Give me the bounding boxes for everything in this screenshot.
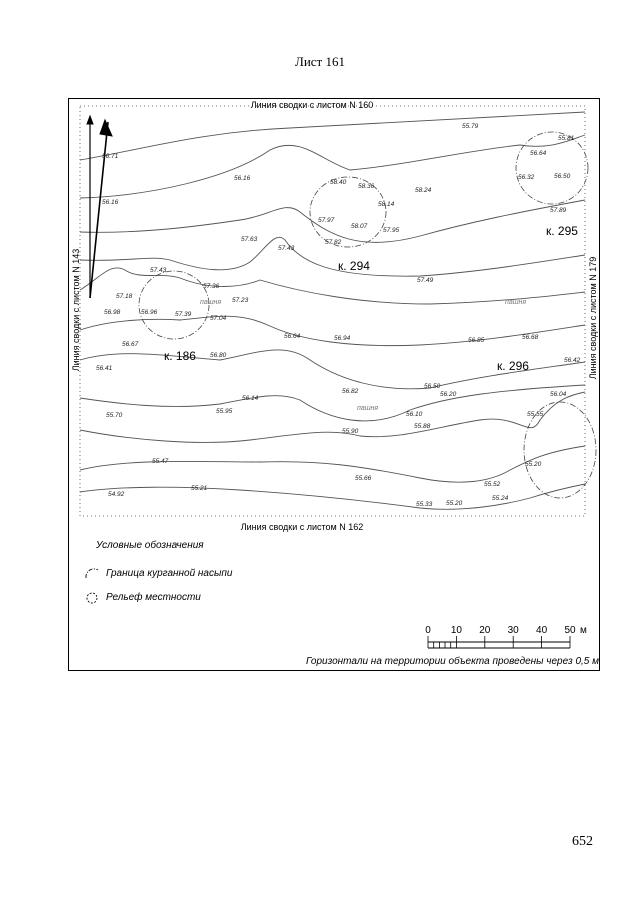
edge-label-right: Линия сводки с листом N 179 [588,256,598,380]
contour-line [80,316,585,345]
spot-elevation: 55.24 [492,495,509,502]
spot-elevation: 55.81 [558,135,575,142]
spot-elevation: 55.21 [191,485,208,492]
spot-elevation: 55.33 [416,501,433,508]
spot-elevation: 55.47 [152,458,169,465]
field-label: пашня [357,405,379,412]
scale-tick: 50 [564,625,576,636]
kurgan-label-296: к. 296 [497,359,529,373]
contour-line [80,112,585,160]
spot-elevation: 56.41 [96,365,113,372]
scale-bar [425,625,587,648]
spot-elevation: 56.04 [550,391,567,398]
kurgan-boundary-294 [310,177,386,247]
spot-elevation: 56.20 [440,391,457,398]
spot-elevation: 54.92 [108,491,125,498]
spot-elevation: 56.94 [334,335,351,342]
spot-elevation: 56.67 [122,341,139,348]
spot-elevation: 55.70 [106,412,123,419]
sheet-title: Лист 161 [295,54,345,69]
spot-elevation: 57.23 [232,297,249,304]
scale-tick: 10 [450,625,462,636]
spot-elevation: 55.52 [484,481,501,488]
legend-item-relief [84,590,201,604]
spot-elevation: 56.64 [530,150,547,157]
spot-elevation: 56.16 [234,175,251,182]
spot-elevation: 55.95 [216,408,233,415]
spot-elevation: 56.32 [518,174,535,181]
spot-elevation: 55.79 [462,123,479,130]
contour-line [80,135,585,198]
scale-tick: 0 [425,625,431,636]
spot-elevation: 57.04 [210,315,227,322]
relief-legend-icon [84,590,100,604]
spot-elevation: 58.36 [358,183,375,190]
spot-elevation: 57.89 [550,207,567,214]
spot-elevation: 56.80 [210,352,227,359]
spot-elevation: 57.36 [203,283,220,290]
spot-elevation: 56.96 [141,309,158,316]
spot-elevation: 56.85 [468,337,485,344]
kurgan-label-295: к. 295 [546,224,578,238]
legend-title: Условные обозначения [96,540,204,551]
spot-elevation: 56.82 [342,388,359,395]
field-label: пашня [200,299,222,306]
spot-elevation: 57.82 [325,239,342,246]
spot-elevation: 57.49 [417,277,434,284]
contour-line [80,392,585,442]
spot-elevation: 56.98 [104,309,121,316]
spot-elevation: 56.14 [242,395,259,402]
spot-elevation: 56.68 [522,334,539,341]
spot-elevation: 57.95 [383,227,400,234]
spot-elevation: 58.40 [330,179,347,186]
spot-elevation: 56.42 [564,357,581,364]
spot-elevations [96,123,581,508]
spot-elevation: 58.07 [351,223,368,230]
spot-elevation: 58.14 [378,201,395,208]
edge-label-top: Линия сводки с листом N 160 [250,100,374,110]
scale-tick: 40 [536,625,548,636]
spot-elevation: 57.97 [318,217,335,224]
field-label: пашня [505,299,527,306]
spot-elevation: 57.39 [175,311,192,318]
spot-elevation: 57.18 [116,293,133,300]
spot-elevation: 55.55 [527,411,544,418]
kurgan-label-294: к. 294 [338,259,370,273]
kurgan-boundary-legend-icon [84,566,100,580]
kurgan-boundary-295 [516,132,588,204]
spot-elevation: 56.50 [554,173,571,180]
spot-elevation: 55.90 [342,428,359,435]
kurgan-label-186: к. 186 [164,349,196,363]
legend-item-kurgan-boundary [84,566,232,580]
spot-elevation: 56.64 [284,333,301,340]
spot-elevation: 55.20 [525,461,542,468]
scale-tick: 20 [479,625,491,636]
edge-label-left: Линия сводки с листом N 143 [71,248,81,372]
kurgan-boundary-186 [139,271,209,339]
spot-elevation: 56.50 [424,383,441,390]
spot-elevation: 55.66 [355,475,372,482]
spot-elevation: 58.24 [415,187,432,194]
contour-line [80,484,585,509]
spot-elevation: 56.71 [102,153,119,160]
page-number: 652 [572,834,593,849]
edge-label-bottom: Линия сводки с листом N 162 [240,522,364,532]
spot-elevation: 56.10 [406,411,423,418]
spot-elevation: 55.88 [414,423,431,430]
contour-note: Горизонтали на территории объекта проведены через 0,5 м [306,656,600,667]
scale-unit: м [580,625,587,636]
legend-item-label: Рельеф местности [106,591,201,603]
scale-tick: 30 [507,625,519,636]
spot-elevation: 56.16 [102,199,119,206]
legend-item-label: Граница курганной насыпи [106,567,233,579]
spot-elevation: 57.43 [150,267,167,274]
spot-elevation: 57.43 [278,245,295,252]
spot-elevation: 55.20 [446,500,463,507]
spot-elevation: 57.63 [241,236,258,243]
contour-line [80,385,585,421]
